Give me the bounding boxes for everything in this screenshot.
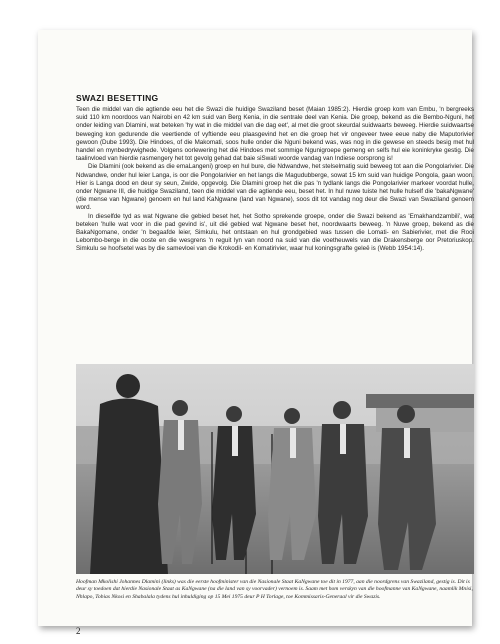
- paragraph-2: Die Dlamini (ook bekend as die emaLangeni) groep en hul bure, die Ndwandwe, het stelselmatig suid beweeg tot aan die Pongolarivier. Die Ndwandwe, onder hul leier Langa, is oor die Pongolarivier en het langs die Magudubberge, sowat 15 km suid van huidige Pongola, gaan woon. Hier is Langa dood en deur sy seun, Zwide, opgevolg. Die Dlamini groep het die pas 'n tydlank langs die Pongolarivier markeer voordat hulle, onder Ngwane III, die huidige Swaziland, teen die middel van die agtiende eeu, beset het. In hul nuwe tuiste het hulle hulself die 'bakaNgwane' (die mense van Ngwane) genoem en hul land KaNgwane (land van Ngwane), soos dit tot vandag nog deur die Swazi van Swaziland genoem word.: [76, 163, 474, 212]
- document-page: [38, 30, 474, 636]
- paragraph-1: Teen die middel van die agtiende eeu het die Swazi die huidige Swaziland beset (Maian 1985:2). Hierdie groep kom van Embu, 'n bergreeks suid 110 km noordoos van Nairobi en 42 km suid van Berg Kenia, in die sentrale deel van Kenia. Die groep, bekend as die Bembo-Nguni, het onder leiding van Dlamini, wat beteken 'hy wat in die middel van die dag eet', al met die groot skeurdal suidwaarts beweeg. Hierdie suidwaartse beweging kon gedurende die veertiende of vyftiende eeu plaasgevind het en die groep het vir ongeveer twee eeue naby die Maputorivier gewoon (Dube 1993). Die Hindoes, of die Makomati, soos hulle onder die Nguni bekend was, was nog in die gewese en steeds besig met hul handel en mynbedrywighede. Volgens oorlewering het dié Hindoes met sommige Ngunigroepe gemeng en selfs hul eie koninkryke gestig. Die taalinvloed van hierdie rasmengery het tot gevolg gehad dat baie siSwati woorde vandag van Indiese oorsprong is!: [76, 106, 474, 163]
- body-text: [76, 106, 474, 254]
- page-number: 2: [76, 626, 81, 636]
- section-heading: SWAZI BESETTING: [76, 93, 159, 103]
- historical-photo: [76, 364, 474, 574]
- paragraph-3: In dieselfde tyd as wat Ngwane die gebied beset het, het Sotho sprekende groepe, onder die Swazi bekend as 'Emakhandzambili', wat beteken 'hulle wat voor in die pad gevind is', uit dié gebied wat Ngwane beset het, noordwaarts beweeg. 'n Nuwe groep, bekend as die BakaNgomane, onder 'n begaafde leier, Simkulu, het ontstaan en hul grondgebied was tussen die Lomati- en Sabierivier, met die Rooi Lebombo-berge in die ooste en die wesgrens 'n reguit lyn van noord na suid van die voetheuwels van die Drakensberge oor Pretoriuskop. Simkulu se hoofsetel was by die samevloei van die Krokodil- en Komatirivier, waar hul koningsgrafte geleë is (Webb 1954:14).: [76, 212, 474, 253]
- photo-caption: Hoofman Mkolishi Johannes Dlamini (links) was die eerste hoofminister van die Nasionale Staat KaNgwane toe dit in 1977, aan die noordgrens van Swaziland, gestig is. Dit is deur sy toedoen dat hierdie Nasionale Staat as KaNgwane (na die land van sy voorvader) vernoem is. Saam met hom verskyn van die hoofmanne van KaNgwane, naamlik Mnisi, Nhlapo, Tobias Nkosi en Shabalala tydens hul inhuldiging op 15 Mei 1975 deur P H Torlage, toe Kommissaris-Generaal vir die Swazis.: [76, 579, 473, 600]
